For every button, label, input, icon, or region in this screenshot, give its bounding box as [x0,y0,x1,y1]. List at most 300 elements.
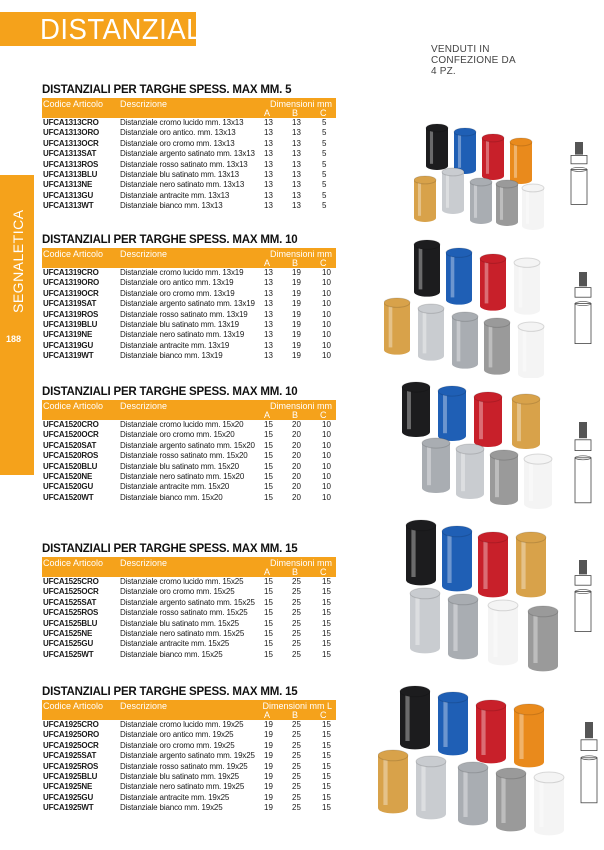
dim-b: 13 [292,169,301,179]
dim-b: 25 [292,730,301,740]
article-code: UFCA1925CRO [43,720,99,729]
package-note: VENDUTI IN CONFEZIONE DA 4 PZ. [431,44,516,77]
table-row [42,191,336,201]
technical-drawing-1 [566,140,596,210]
dim-a: 13 [264,201,273,211]
article-description: Distanziale cromo lucido mm. 13x19 [120,268,244,277]
spacer-gold-back-3 [512,394,540,449]
dim-c: 10 [322,278,331,288]
dim-c: 15 [322,628,331,638]
header-description: Descrizione [120,99,168,109]
dim-c: 10 [322,420,331,429]
article-code: UFCA1319ROS [43,309,99,319]
dim-c: 10 [322,309,331,319]
dim-b: 19 [292,330,301,340]
dim-c: 10 [322,299,331,309]
article-description: Distanziale bianco mm. 13x19 [120,351,223,361]
table-row [42,118,336,128]
dim-b: 25 [292,618,301,628]
article-code: UFCA1319WT [43,351,94,361]
table-row [42,587,336,597]
table-row [42,793,336,803]
article-description: Distanziale antracite mm. 15x20 [120,482,230,492]
section-title: DISTANZIALI PER TARGHE SPESS. MAX MM. 5 [42,84,292,96]
dim-a: 15 [264,471,273,481]
article-description: Distanziale oro cromo mm. 13x19 [120,288,235,298]
article-description: Distanziale bianco mm. 13x13 [120,201,223,211]
table-row [42,160,336,170]
spacer-blue-back-1 [438,692,468,755]
dim-b: 13 [292,138,301,148]
article-description: Distanziale cromo lucido mm. 15x20 [120,420,244,429]
dim-a: 13 [264,299,273,309]
header-a: A [264,258,271,268]
article-code: UFCA1525BLU [43,618,98,628]
spacer-blue-back-1 [442,526,472,591]
product-section-1 [42,84,336,212]
spacer-gray-front-3 [496,768,526,831]
article-description: Distanziale antracite mm. 13x13 [120,190,230,200]
page-number: 188 [6,334,22,344]
article-description: Distanziale bianco mm. 15x20 [120,492,223,502]
table-row [42,149,336,159]
spacer-chrome-front-1 [448,594,478,659]
spacer-black-back-0 [426,124,448,170]
spacer-white-front-4 [522,184,544,230]
article-code: UFCA1520GU [43,482,94,492]
dim-b: 19 [292,288,301,298]
dim-c: 10 [322,482,331,492]
dim-b: 25 [292,597,301,607]
spacer-black-back-0 [400,686,430,749]
article-description: Distanziale blu satinato mm. 19x25 [120,771,239,781]
dim-c: 5 [322,180,327,190]
header-code: Codice Articolo [43,558,104,568]
header-description: Descrizione [120,401,168,411]
dim-a: 13 [264,278,273,288]
header-code: Codice Articolo [43,701,104,711]
dim-a: 15 [264,597,273,607]
dim-c: 10 [322,351,331,361]
dim-a: 19 [264,751,273,761]
article-code: UFCA1925NE [43,782,93,792]
article-code: UFCA1925ORO [43,730,100,740]
spacer-gold-front-0 [414,176,436,222]
article-description: Distanziale rosso satinato mm. 19x25 [120,761,248,771]
article-description: Distanziale argento satinato mm. 15x20 [120,440,255,450]
header-b: B [292,567,299,577]
page-title: DISTANZIALI [40,14,211,46]
spacer-orange-back-3 [514,704,544,767]
dim-c: 15 [322,751,331,761]
dim-c: 5 [322,128,327,138]
article-description: Distanziale antracite mm. 13x19 [120,340,230,350]
dim-a: 19 [264,803,273,813]
product-photo-2 [384,238,564,378]
table-row [42,472,336,482]
article-description: Distanziale nero satinato mm. 13x13 [120,180,245,190]
table-row [42,330,336,340]
table-row [42,803,336,813]
dim-c: 15 [322,587,331,597]
product-section-4 [42,543,336,660]
table-row [42,268,336,278]
dim-c: 10 [322,330,331,340]
table-row [42,639,336,649]
table-header [42,248,336,268]
dim-b: 25 [292,771,301,781]
header-code: Codice Articolo [43,99,104,109]
dim-c: 10 [322,451,331,461]
article-description: Distanziale oro antico mm. 13x19 [120,278,234,288]
dim-b: 25 [292,587,301,597]
dim-a: 13 [264,149,273,159]
spacer-white-front-2 [488,600,518,665]
dim-b: 13 [292,128,301,138]
technical-drawing-3 [570,420,600,510]
dim-b: 25 [292,740,301,750]
article-description: Distanziale nero satinato mm. 13x19 [120,330,245,340]
table-row [42,629,336,639]
header-a: A [264,410,271,420]
dim-a: 13 [264,169,273,179]
dim-a: 15 [264,482,273,492]
dim-b: 13 [292,180,301,190]
section-title: DISTANZIALI PER TARGHE SPESS. MAX MM. 10 [42,234,298,246]
article-description: Distanziale argento satinato mm. 19x25 [120,751,255,761]
dim-c: 15 [322,792,331,802]
article-code: UFCA1313OCR [43,138,99,148]
header-description: Descrizione [120,701,168,711]
dim-b: 25 [292,782,301,792]
article-code: UFCA1525SAT [43,597,97,607]
article-code: UFCA1520BLU [43,461,98,471]
dim-a: 19 [264,761,273,771]
table-row [42,608,336,618]
dim-c: 10 [322,471,331,481]
spacer-white-front-3 [524,454,552,509]
table-row [42,577,336,587]
dim-b: 20 [292,451,301,461]
header-c: C [320,258,327,268]
dim-c: 15 [322,618,331,628]
dim-c: 15 [322,761,331,771]
dim-a: 13 [264,138,273,148]
spacer-black-back-0 [414,240,440,297]
dim-a: 15 [264,461,273,471]
article-description: Distanziale antracite mm. 19x25 [120,792,230,802]
dim-b: 13 [292,149,301,159]
spacer-silver-front-1 [418,304,444,361]
dim-c: 10 [322,268,331,277]
dim-a: 19 [264,771,273,781]
spacer-gray-front-3 [496,180,518,226]
article-code: UFCA1525CRO [43,577,99,586]
dim-b: 25 [292,803,301,813]
dim-c: 5 [322,149,327,159]
dim-b: 25 [292,751,301,761]
dim-a: 19 [264,720,273,729]
dim-c: 5 [322,169,327,179]
article-code: UFCA1925ROS [43,761,99,771]
dim-a: 15 [264,451,273,461]
spacer-chrome-front-0 [422,438,450,493]
section-title: DISTANZIALI PER TARGHE SPESS. MAX MM. 10 [42,386,298,398]
header-c: C [320,567,327,577]
article-code: UFCA1525ROS [43,608,99,618]
dim-b: 13 [292,201,301,211]
dim-c: 10 [322,288,331,298]
spacer-gold-front-0 [384,298,410,355]
dim-b: 20 [292,440,301,450]
dim-b: 13 [292,159,301,169]
dim-a: 13 [264,330,273,340]
dim-b: 19 [292,299,301,309]
article-description: Distanziale oro cromo mm. 15x20 [120,430,235,440]
header-b: B [292,258,299,268]
spacer-silver-front-1 [416,756,446,819]
spacer-gold-front-0 [378,750,408,813]
article-description: Distanziale rosso satinato mm. 15x25 [120,608,248,618]
table-row [42,201,336,211]
dim-a: 13 [264,128,273,138]
table-row [42,278,336,288]
table-row [42,751,336,761]
article-code: UFCA1925BLU [43,771,98,781]
dim-b: 13 [292,118,301,127]
article-description: Distanziale antracite mm. 15x25 [120,639,230,649]
dim-c: 10 [322,440,331,450]
dim-a: 15 [264,639,273,649]
header-a: A [264,108,271,118]
article-description: Distanziale cromo lucido mm. 13x13 [120,118,244,127]
table-row [42,170,336,180]
dim-a: 15 [264,492,273,502]
table-row [42,341,336,351]
dim-c: 10 [322,492,331,502]
table-row [42,420,336,430]
table-row [42,139,336,149]
spacer-chrome-front-2 [452,312,478,369]
spacer-silver-front-0 [410,588,440,653]
table-header [42,700,336,720]
table-row [42,772,336,782]
article-description: Distanziale argento satinato mm. 15x25 [120,597,255,607]
spacer-silver-front-1 [442,168,464,214]
header-a: A [264,567,271,577]
spacer-red-back-2 [480,254,506,311]
article-description: Distanziale rosso satinato mm. 13x13 [120,159,248,169]
header-dimensions: Dimensioni mm [269,558,332,568]
dim-c: 5 [322,138,327,148]
dim-a: 19 [264,792,273,802]
dim-a: 15 [264,618,273,628]
article-code: UFCA1319ORO [43,278,100,288]
table-row [42,351,336,361]
spacer-white-back-3 [514,258,540,315]
product-section-2 [42,234,336,362]
dim-a: 13 [264,159,273,169]
spacer-chrome-front-2 [458,762,488,825]
dim-c: 15 [322,720,331,729]
table-row [42,493,336,503]
dim-c: 5 [322,118,327,127]
dim-b: 19 [292,351,301,361]
dim-a: 15 [264,430,273,440]
product-photo-1 [414,120,554,230]
article-code: UFCA1925OCR [43,740,99,750]
article-description: Distanziale oro cromo mm. 19x25 [120,740,235,750]
dim-b: 20 [292,482,301,492]
article-code: UFCA1925WT [43,803,94,813]
dim-c: 15 [322,649,331,659]
article-code: UFCA1520SAT [43,440,97,450]
article-description: Distanziale rosso satinato mm. 15x20 [120,451,248,461]
article-description: Distanziale bianco mm. 15x25 [120,649,223,659]
dim-b: 20 [292,420,301,429]
table-row [42,320,336,330]
article-code: UFCA1925SAT [43,751,97,761]
article-code: UFCA1319CRO [43,268,99,277]
header-description: Descrizione [120,249,168,259]
article-code: UFCA1313ORO [43,128,100,138]
header-a: A [264,710,271,720]
dim-a: 13 [264,180,273,190]
article-description: Distanziale argento satinato mm. 13x19 [120,299,255,309]
table-row [42,598,336,608]
dim-b: 13 [292,190,301,200]
technical-drawing-5 [576,720,604,810]
article-description: Distanziale blu satinato mm. 13x13 [120,169,239,179]
article-code: UFCA1313SAT [43,149,97,159]
product-section-5 [42,686,336,814]
table-row [42,462,336,472]
spacer-silver-front-1 [456,444,484,499]
spacer-gold-back-3 [516,532,546,597]
dim-a: 13 [264,190,273,200]
spacer-red-back-2 [482,134,504,180]
spacer-black-back-0 [406,520,436,585]
dim-c: 15 [322,803,331,813]
table-row [42,741,336,751]
dim-b: 19 [292,268,301,277]
dim-b: 25 [292,608,301,618]
product-section-3 [42,386,336,503]
table-row [42,619,336,629]
dim-b: 25 [292,639,301,649]
article-code: UFCA1313CRO [43,118,99,127]
dim-a: 15 [264,420,273,429]
table-row [42,128,336,138]
article-description: Distanziale blu satinato mm. 15x25 [120,618,239,628]
dim-b: 25 [292,649,301,659]
dim-a: 15 [264,608,273,618]
article-code: UFCA1319BLU [43,319,98,329]
article-code: UFCA1525OCR [43,587,99,597]
dim-b: 19 [292,278,301,288]
dim-a: 13 [264,351,273,361]
table-row [42,451,336,461]
dim-a: 19 [264,782,273,792]
table-header [42,98,336,118]
table-row [42,310,336,320]
table-row [42,430,336,440]
dim-a: 15 [264,649,273,659]
article-description: Distanziale rosso satinato mm. 13x19 [120,309,248,319]
dim-a: 13 [264,268,273,277]
article-description: Distanziale argento satinato mm. 13x13 [120,149,255,159]
dim-b: 25 [292,628,301,638]
spacer-blue-back-1 [446,248,472,305]
technical-drawing-4 [570,558,600,638]
article-description: Distanziale bianco mm. 19x25 [120,803,223,813]
dim-b: 20 [292,492,301,502]
article-description: Distanziale oro antico mm. 19x25 [120,730,234,740]
article-code: UFCA1525GU [43,639,94,649]
table-row [42,720,336,730]
article-code: UFCA1520ROS [43,451,99,461]
dim-b: 20 [292,461,301,471]
article-code: UFCA1520WT [43,492,94,502]
article-code: UFCA1313BLU [43,169,98,179]
header-code: Codice Articolo [43,249,104,259]
table-row [42,730,336,740]
article-code: UFCA1520CRO [43,420,99,429]
dim-b: 20 [292,430,301,440]
dim-a: 19 [264,730,273,740]
dim-a: 15 [264,440,273,450]
article-code: UFCA1313NE [43,180,93,190]
dim-a: 15 [264,628,273,638]
article-code: UFCA1319OCR [43,288,99,298]
dim-a: 13 [264,319,273,329]
article-code: UFCA1319GU [43,340,94,350]
article-code: UFCA1313WT [43,201,94,211]
dim-a: 13 [264,340,273,350]
dim-c: 5 [322,159,327,169]
spacer-blue-back-1 [438,386,466,441]
dim-b: 25 [292,792,301,802]
article-description: Distanziale cromo lucido mm. 19x25 [120,720,244,729]
article-description: Distanziale nero satinato mm. 15x20 [120,471,245,481]
spacer-chrome-front-2 [470,178,492,224]
table-row [42,289,336,299]
spacer-gray-front-3 [484,318,510,375]
dim-c: 10 [322,340,331,350]
article-description: Distanziale nero satinato mm. 15x25 [120,628,245,638]
table-header [42,400,336,420]
dim-b: 20 [292,471,301,481]
article-code: UFCA1520OCR [43,430,99,440]
table-row [42,762,336,772]
article-code: UFCA1525NE [43,628,93,638]
spacer-red-back-2 [476,700,506,763]
dim-a: 13 [264,288,273,298]
section-title: DISTANZIALI PER TARGHE SPESS. MAX MM. 15 [42,686,298,698]
header-b: B [292,108,299,118]
header-c: C [320,108,327,118]
dim-a: 15 [264,577,273,586]
dim-a: 13 [264,118,273,127]
dim-c: 10 [322,430,331,440]
header-dimensions: Dimensioni mm [269,249,332,259]
spacer-white-front-4 [518,322,544,378]
header-code: Codice Articolo [43,401,104,411]
spacer-white-front-4 [534,772,564,835]
article-code: UFCA1520NE [43,471,93,481]
table-header [42,557,336,577]
spacer-blue-back-1 [454,128,476,174]
